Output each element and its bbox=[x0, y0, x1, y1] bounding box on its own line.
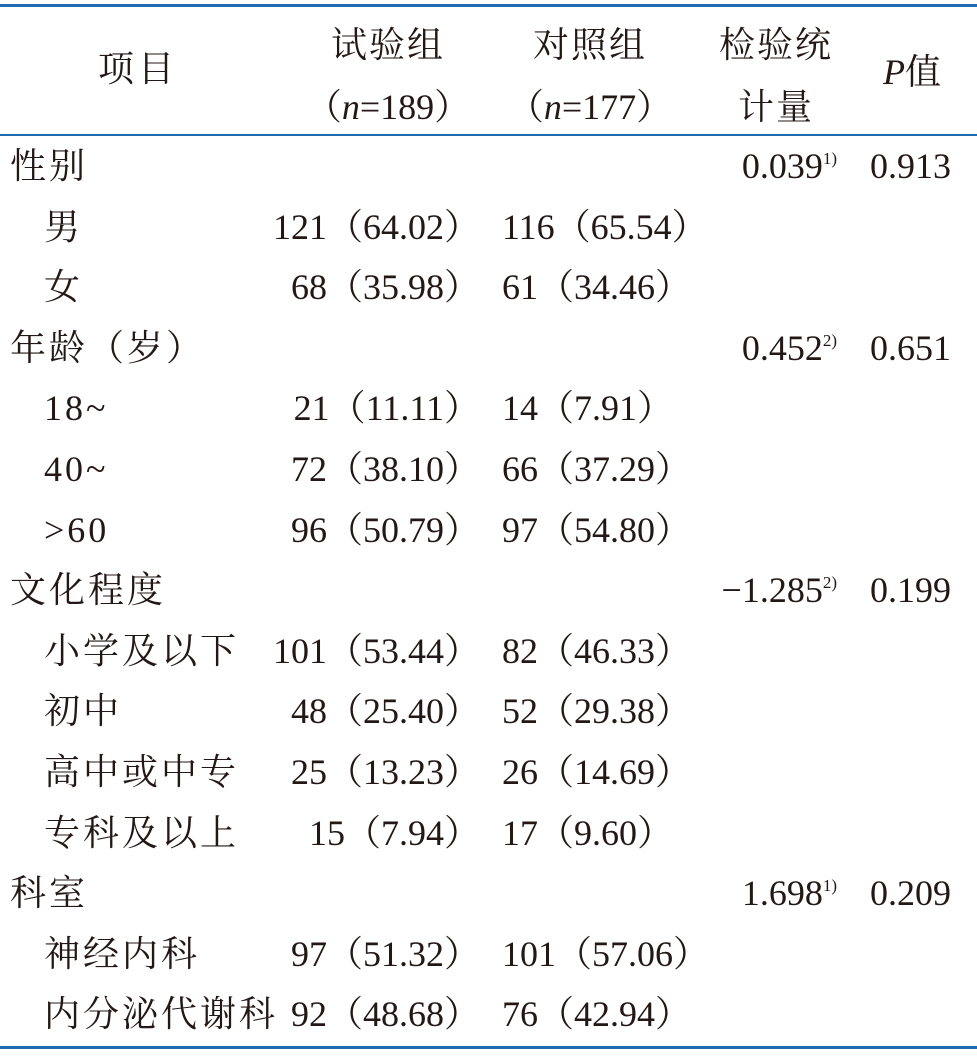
stat-number: 1.698 bbox=[741, 873, 823, 914]
ctl-value: 116（65.54） bbox=[502, 206, 708, 247]
stat-footnote: 1) bbox=[822, 149, 837, 168]
exp-value: 92（48.68） bbox=[290, 994, 480, 1035]
n-italic: n bbox=[341, 87, 360, 127]
stat-value bbox=[742, 328, 837, 375]
ctl-value: 76（42.94） bbox=[502, 994, 692, 1035]
stat-value bbox=[742, 873, 837, 920]
table-row bbox=[0, 863, 977, 923]
stat-value bbox=[722, 570, 837, 617]
table-row bbox=[0, 621, 977, 681]
table-row bbox=[0, 439, 977, 499]
p-value: 0.913 bbox=[870, 146, 951, 186]
n-italic: n bbox=[543, 87, 562, 127]
header-exp-n-text: （n=189） bbox=[305, 87, 471, 127]
stat-footnote: 2) bbox=[822, 573, 837, 593]
table-row bbox=[0, 560, 977, 620]
row-sub-label: 高中或中专 bbox=[44, 752, 240, 792]
row-category-label: 文化程度 bbox=[10, 570, 167, 611]
stat-value bbox=[742, 146, 837, 193]
table-row bbox=[0, 681, 977, 741]
exp-value: 48（25.40） bbox=[290, 691, 480, 732]
table-top-rule bbox=[0, 4, 977, 7]
exp-value: 21（11.11） bbox=[293, 388, 480, 429]
ctl-value: 52（29.38） bbox=[502, 691, 692, 732]
header-p-italic: P bbox=[882, 52, 905, 92]
header-exp-n bbox=[300, 87, 476, 127]
table-row bbox=[0, 257, 977, 317]
p-value: 0.199 bbox=[870, 570, 951, 611]
ctl-value: 26（14.69） bbox=[502, 752, 692, 792]
exp-value: 101（53.44） bbox=[272, 630, 480, 671]
ctl-value: 17（9.60） bbox=[502, 812, 674, 853]
ctl-value: 66（37.29） bbox=[502, 449, 692, 489]
row-sub-label: 小学及以下 bbox=[44, 630, 240, 671]
row-sub-label: 女 bbox=[44, 267, 84, 308]
row-sub-label: 男 bbox=[44, 206, 84, 247]
row-sub-label: 专科及以上 bbox=[44, 812, 240, 853]
ctl-value: 101（57.06） bbox=[502, 933, 710, 974]
row-category-label: 科室 bbox=[10, 873, 89, 914]
exp-value: 72（38.10） bbox=[290, 449, 480, 489]
table-row bbox=[0, 500, 977, 560]
stat-number: −1.285 bbox=[721, 570, 823, 611]
row-sub-label: 神经内科 bbox=[44, 933, 201, 974]
exp-value: 25（13.23） bbox=[290, 752, 480, 792]
exp-value: 68（35.98） bbox=[290, 267, 480, 308]
ctl-value: 61（34.46） bbox=[502, 267, 692, 308]
row-sub-label: 18~ bbox=[44, 388, 109, 429]
ctl-value: 97（54.80） bbox=[502, 509, 692, 550]
exp-value: 15（7.94） bbox=[308, 812, 480, 853]
table-row bbox=[0, 318, 977, 378]
row-sub-label: >60 bbox=[44, 509, 110, 550]
exp-value: 96（50.79） bbox=[290, 509, 480, 550]
row-category-label: 性别 bbox=[10, 146, 89, 186]
stat-number: 0.039 bbox=[741, 146, 823, 186]
table-row bbox=[0, 136, 977, 196]
row-sub-label: 内分泌代谢科 bbox=[44, 994, 279, 1035]
header-stat-line2: 计量 bbox=[737, 87, 814, 127]
exp-value: 121（64.02） bbox=[272, 206, 480, 247]
p-value: 0.651 bbox=[870, 327, 951, 368]
header-exp-title: 试验组 bbox=[330, 25, 445, 65]
row-category-label: 年龄（岁） bbox=[10, 327, 206, 368]
stat-footnote: 1) bbox=[822, 876, 837, 896]
header-ctl-title: 对照组 bbox=[532, 25, 647, 65]
table-row bbox=[0, 742, 977, 802]
exp-value: 97（51.32） bbox=[290, 933, 480, 974]
ctl-value: 82（46.33） bbox=[502, 630, 692, 671]
p-value: 0.209 bbox=[870, 873, 951, 914]
header-stat-line1: 检验统 bbox=[718, 25, 833, 65]
row-sub-label: 初中 bbox=[44, 691, 123, 732]
table-row bbox=[0, 197, 977, 257]
ctl-value: 14（7.91） bbox=[502, 388, 674, 429]
header-p bbox=[862, 52, 962, 92]
row-sub-label: 40~ bbox=[44, 449, 109, 489]
header-ctl-n-text: （n=177） bbox=[507, 87, 673, 127]
header-item: 项目 bbox=[97, 49, 178, 89]
table-bottom-rule bbox=[0, 1046, 977, 1049]
header-p-rest: 值 bbox=[904, 52, 941, 92]
table-row bbox=[0, 803, 977, 863]
table-row bbox=[0, 378, 977, 438]
header-ctl-n bbox=[502, 87, 678, 127]
stat-number: 0.452 bbox=[741, 327, 823, 368]
table-row bbox=[0, 924, 977, 984]
stat-footnote: 2) bbox=[822, 330, 837, 350]
table-row bbox=[0, 984, 977, 1044]
